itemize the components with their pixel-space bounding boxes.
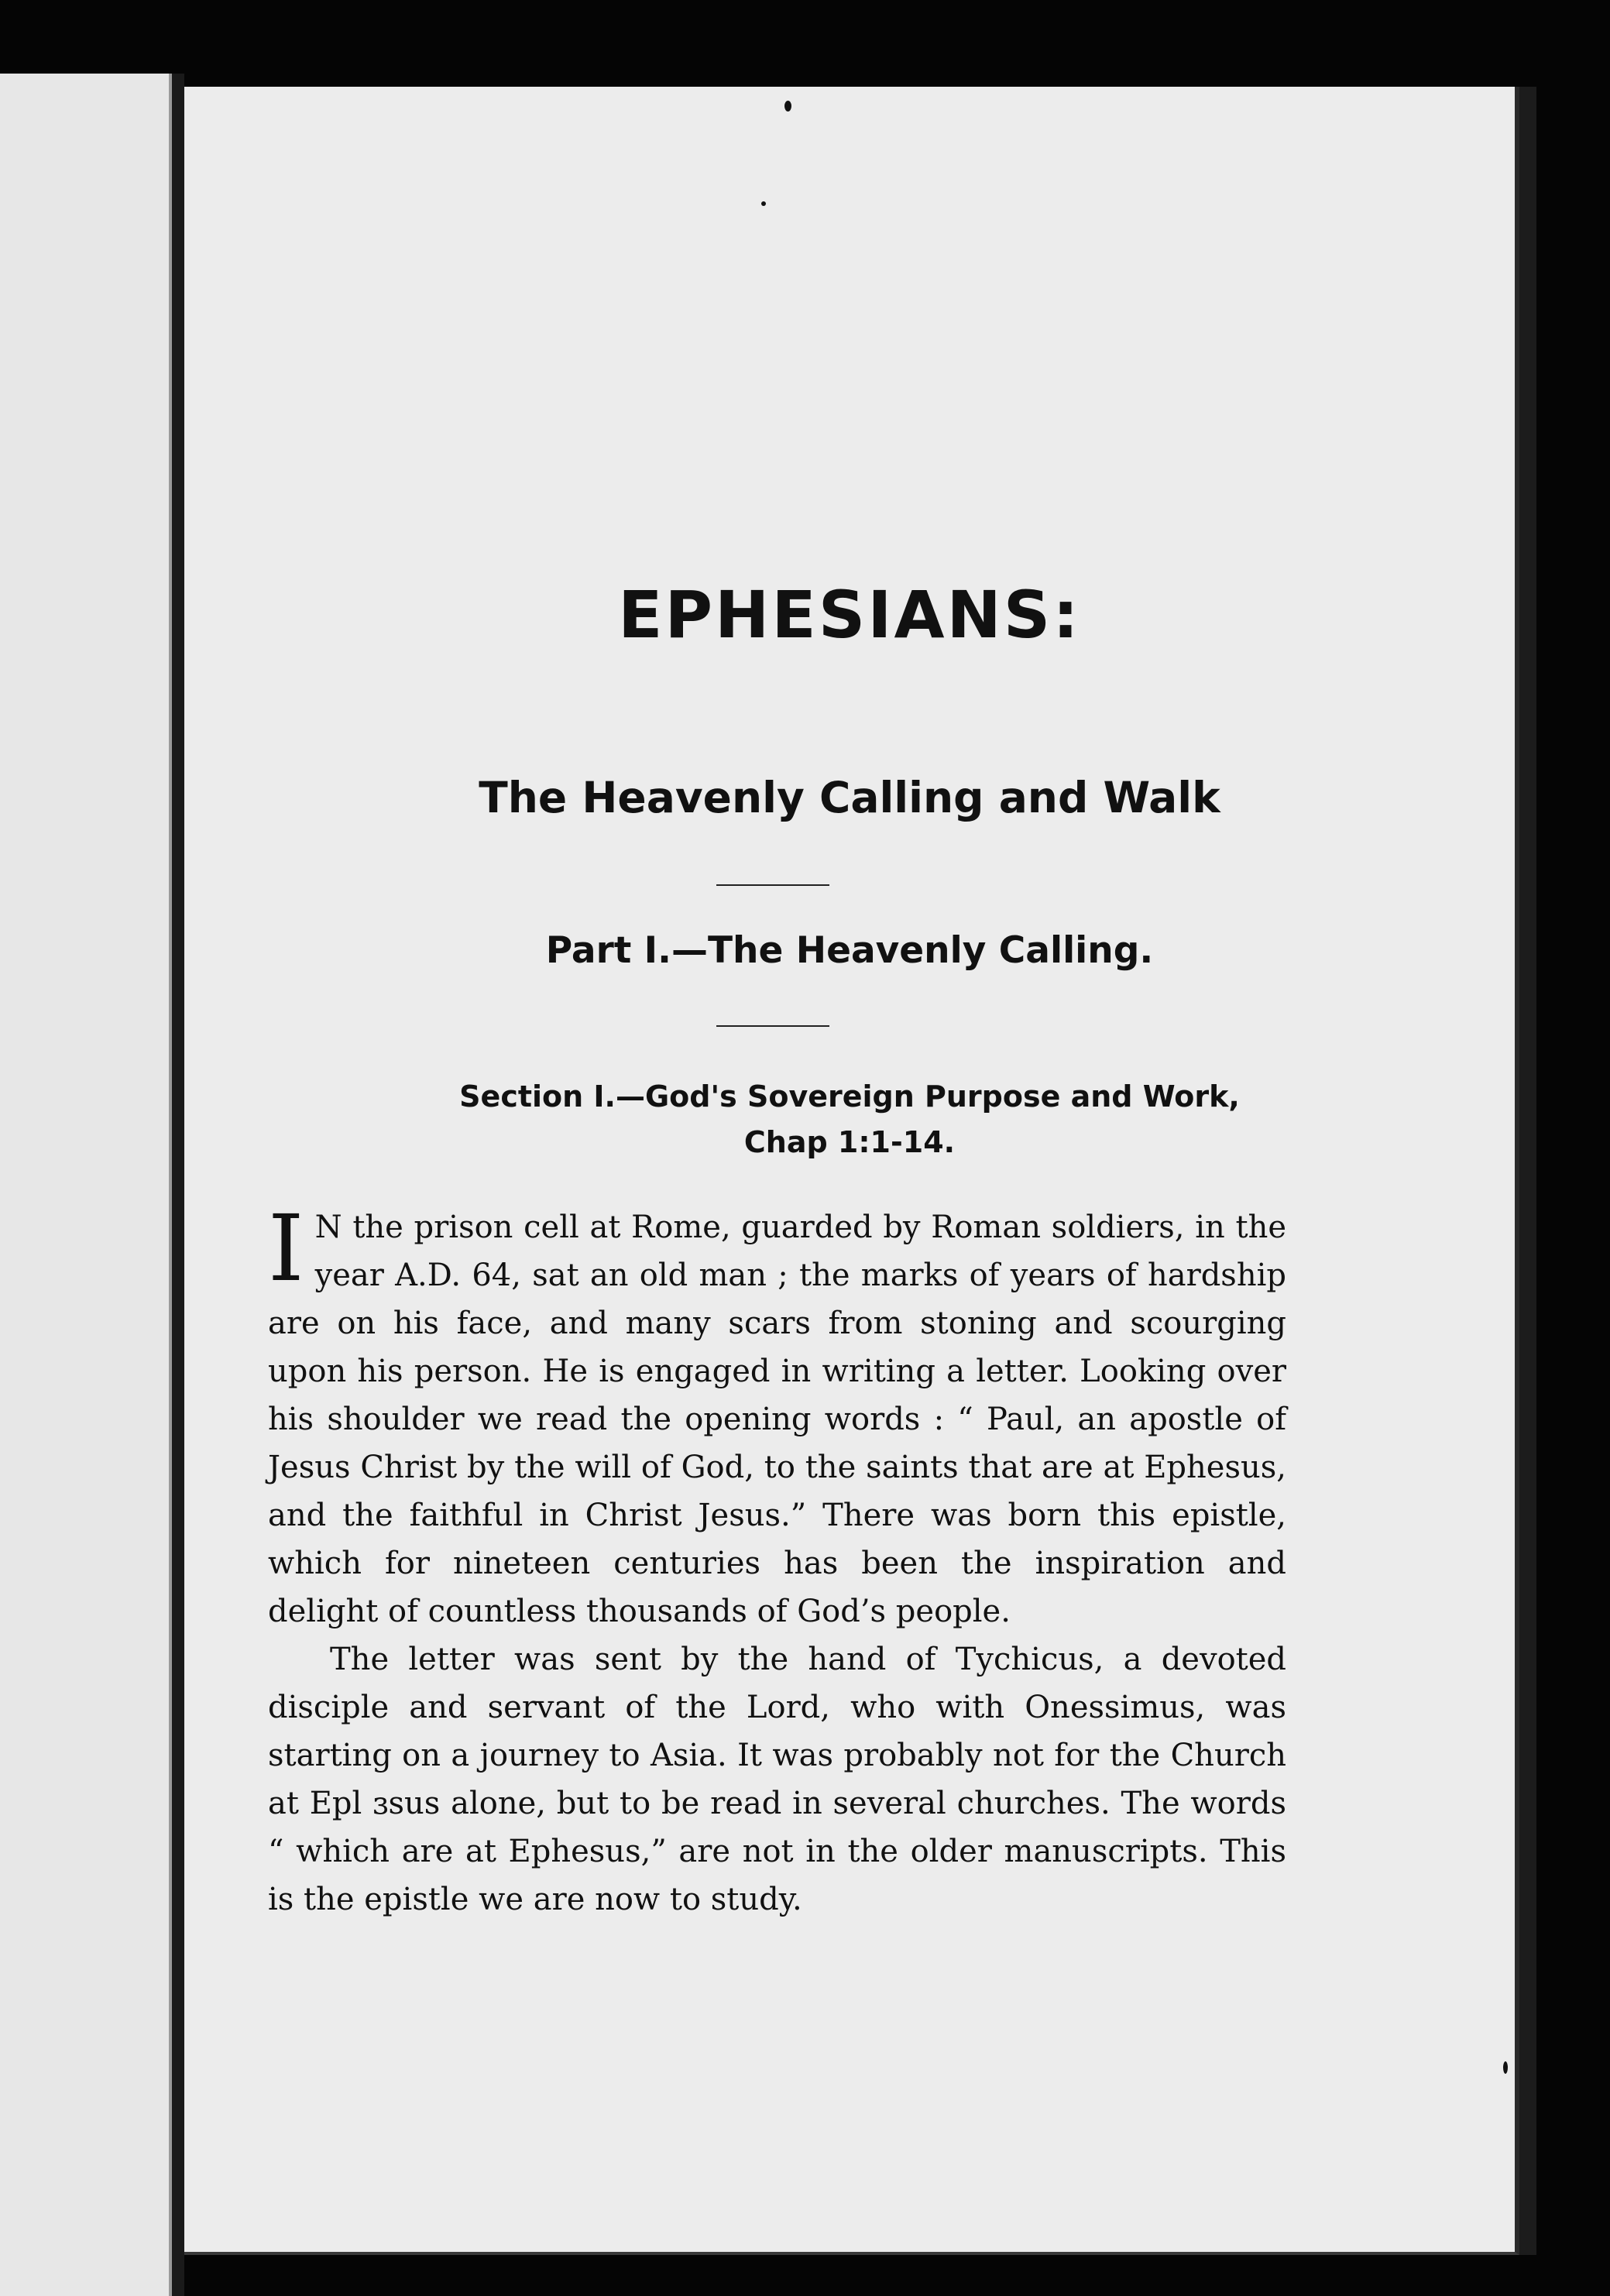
paragraph: The letter was sent by the hand of Tychicus, a devoted disciple and servant of the Lord, who with Onessimus, was starting on a journey to Asia. It was probably not for the Church at Epl ɜsus alone, but to be read in several churches. The words “ which are at Ephesus,” are not in the older manuscripts. This is the epistle we are now to study. bbox=[268, 1642, 1286, 1917]
facing-page bbox=[0, 74, 172, 2296]
ink-speck bbox=[784, 101, 791, 112]
page-edge bbox=[1519, 87, 1536, 2255]
section-heading bbox=[184, 1074, 1515, 1165]
part-heading: Part I.—The Heavenly Calling. bbox=[545, 929, 1154, 972]
book-subtitle: The Heavenly Calling and Walk bbox=[479, 773, 1220, 822]
book-page bbox=[184, 87, 1519, 2255]
paragraph-text: N the prison cell at Rome, guarded by Roman soldiers, in the year A.D. 64, sat an old man ; the marks of years of hardship are on his face, and many scars from stoning and scourging upon his person. He is engaged in writing a letter. Looking over his shoulder we read the opening words : “ Paul, an apostle of Jesus Christ by the will of God, to the saints that are at Ephesus, and the faithful in Christ Jesus.” There was born this epistle, which for nineteen centuries has been the inspiration and delight of countless thousands of God’s people. bbox=[268, 1210, 1286, 1629]
divider-rule bbox=[716, 884, 829, 886]
section-heading-reference: Chap 1:1-14. bbox=[743, 1124, 956, 1159]
paragraph bbox=[268, 1195, 1286, 1635]
section-heading-line: Section I.—God's Sovereign Purpose and Work, bbox=[459, 1079, 1240, 1114]
page-content bbox=[184, 87, 1515, 2252]
ink-speck bbox=[1503, 2061, 1508, 2074]
drop-cap: I bbox=[268, 1195, 304, 1302]
book-gutter bbox=[172, 74, 184, 2296]
ink-speck bbox=[761, 201, 766, 206]
body-text bbox=[268, 1195, 1286, 1924]
divider-rule bbox=[716, 1025, 829, 1027]
book-title: EPHESIANS: bbox=[618, 577, 1081, 653]
